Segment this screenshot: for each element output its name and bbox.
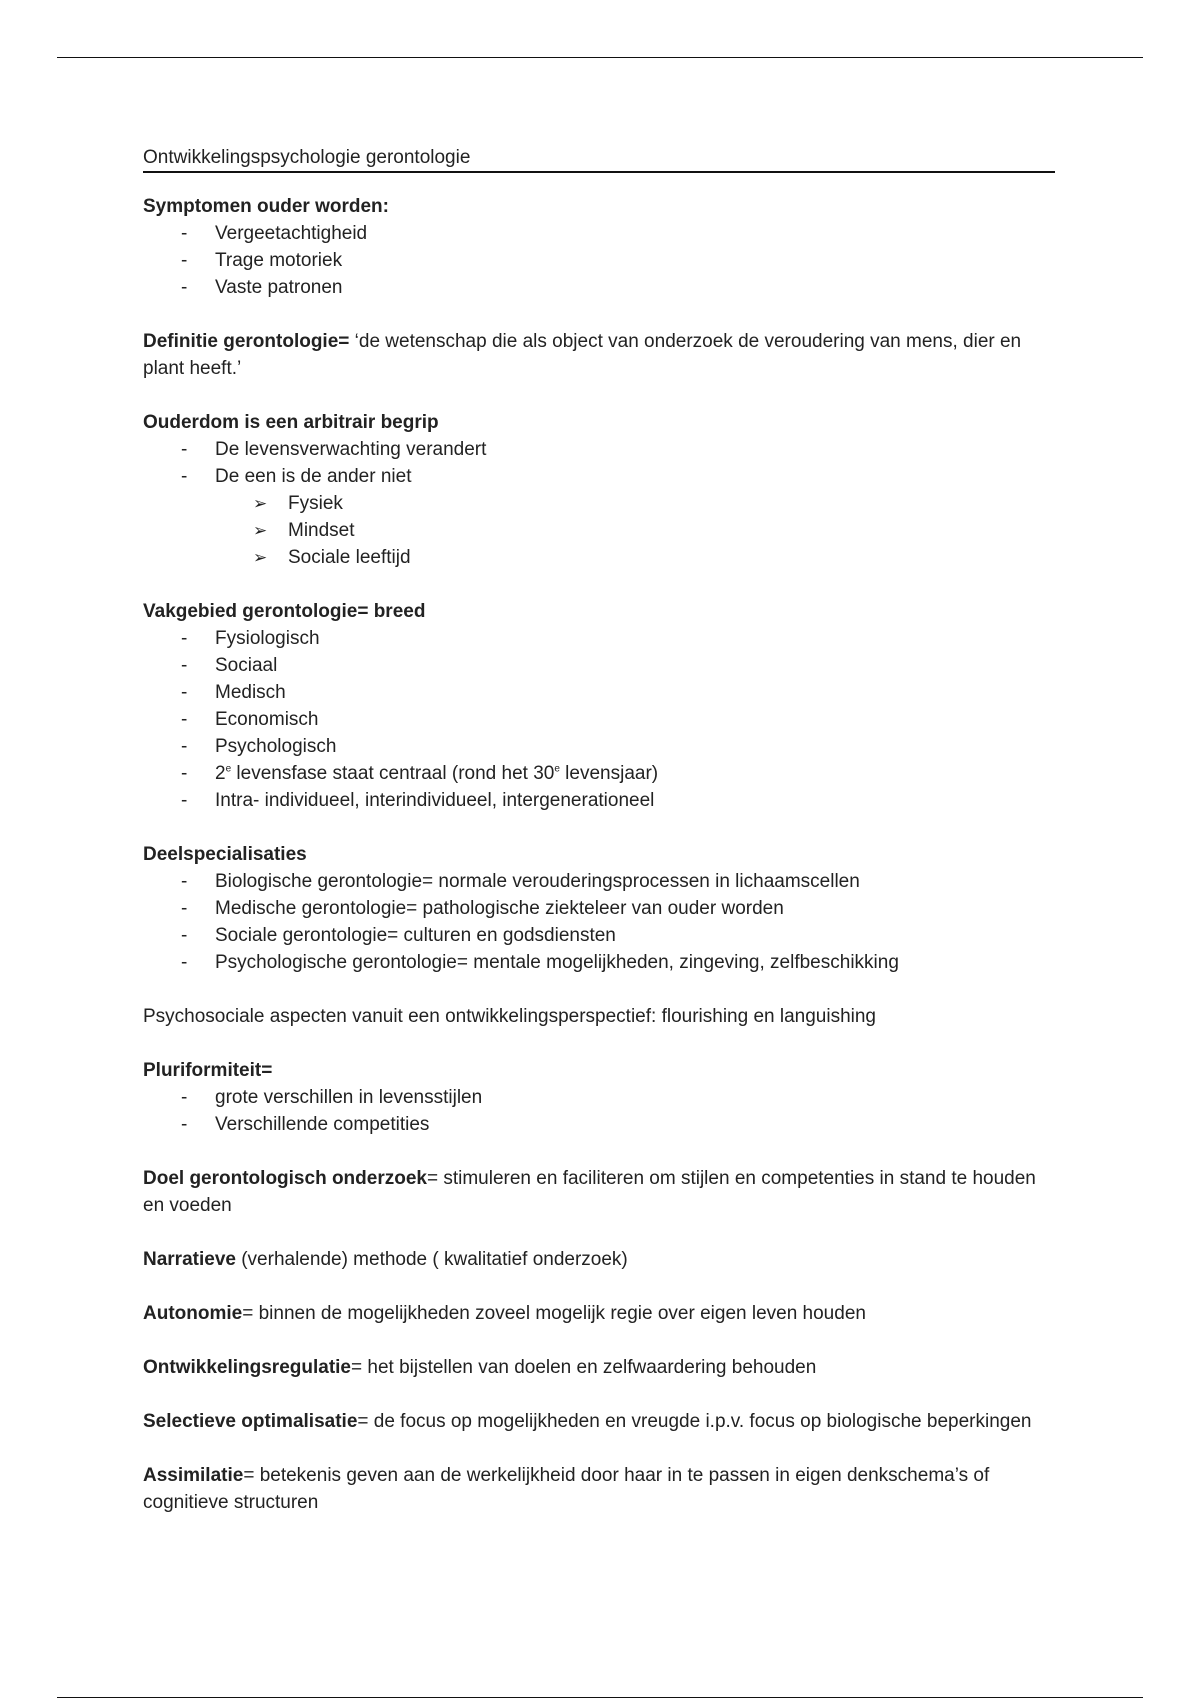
section-autonomie (143, 1300, 1055, 1327)
dash-bullet: - (181, 925, 188, 946)
dash-bullet: - (181, 871, 188, 892)
vakgebied-list (143, 625, 1055, 814)
list-item: - Trage motoriek (143, 247, 1055, 274)
section-vakgebied (143, 598, 1055, 814)
bottom-page-rule (57, 1697, 1143, 1698)
section-assimilatie (143, 1462, 1055, 1516)
sub-list-item: ➢ Mindset (143, 517, 1055, 544)
pluriformiteit-heading: Pluriformiteit= (143, 1060, 273, 1081)
section-narratieve (143, 1246, 1055, 1273)
list-item: - 2e levensfase staat centraal (rond het 30e levensjaar) (143, 760, 1055, 787)
ontwikkelingsregulatie-term: Ontwikkelingsregulatie (143, 1357, 351, 1378)
dash-bullet: - (181, 682, 188, 703)
autonomie-term: Autonomie (143, 1303, 243, 1324)
section-ontwikkelingsregulatie (143, 1354, 1055, 1381)
symptomen-list (143, 220, 1055, 301)
list-item: - Vergeetachtigheid (143, 220, 1055, 247)
list-item: - Vaste patronen (143, 274, 1055, 301)
ouderdom-heading: Ouderdom is een arbitrair begrip (143, 412, 439, 433)
deelspecialisaties-heading: Deelspecialisaties (143, 844, 307, 865)
arrow-bullet-icon: ➢ (253, 548, 268, 567)
selectieve-term: Selectieve optimalisatie (143, 1411, 358, 1432)
list-item: - Psychologische gerontologie= mentale mogelijkheden, zingeving, zelfbeschikking (143, 949, 1055, 976)
dash-bullet: - (181, 952, 188, 973)
narratieve-term: Narratieve (143, 1249, 236, 1270)
sub-list-item: ➢ Sociale leeftijd (143, 544, 1055, 571)
list-item: - De een is de ander niet (143, 463, 1055, 490)
dash-bullet: - (181, 763, 188, 784)
doel-text: = stimuleren en faciliteren om stijlen en competenties in stand te houden en voeden (143, 1168, 1036, 1216)
dash-bullet: - (181, 277, 188, 298)
list-item: - Medische gerontologie= pathologische ziekteleer van ouder worden (143, 895, 1055, 922)
list-item: - Sociale gerontologie= culturen en godsdiensten (143, 922, 1055, 949)
dash-bullet: - (181, 655, 188, 676)
dash-bullet: - (181, 790, 188, 811)
section-symptomen (143, 193, 1055, 301)
dash-bullet: - (181, 898, 188, 919)
section-doel (143, 1165, 1055, 1219)
assimilatie-term: Assimilatie (143, 1465, 244, 1486)
list-item: - Psychologisch (143, 733, 1055, 760)
section-ouderdom (143, 409, 1055, 571)
section-pluriformiteit (143, 1057, 1055, 1138)
dash-bullet: - (181, 466, 188, 487)
dash-bullet: - (181, 628, 188, 649)
document-body (143, 146, 1055, 1516)
narratieve-text: (verhalende) methode ( kwalitatief onderzoek) (235, 1249, 628, 1270)
list-item: - Sociaal (143, 652, 1055, 679)
definitie-term: Definitie gerontologie= (143, 331, 350, 352)
pluriformiteit-list (143, 1084, 1055, 1138)
list-item: - grote verschillen in levensstijlen (143, 1084, 1055, 1111)
dash-bullet: - (181, 709, 188, 730)
selectieve-text: = de focus op mogelijkheden en vreugde i.p.v. focus op biologische beperkingen (357, 1411, 1032, 1432)
sub-list-item: ➢ Fysiek (143, 490, 1055, 517)
ouderdom-list (143, 436, 1055, 571)
list-item: - Economisch (143, 706, 1055, 733)
dash-bullet: - (181, 1114, 188, 1135)
definitie-text: ‘de wetenschap die als object van onderzoek de veroudering van mens, dier en plant heeft.’ (143, 331, 1022, 379)
dash-bullet: - (181, 1087, 188, 1108)
list-item: - De levensverwachting verandert (143, 436, 1055, 463)
top-page-rule (57, 57, 1143, 58)
section-selectieve-optimalisatie (143, 1408, 1055, 1435)
list-item: - Intra- individueel, interindividueel, intergenerationeel (143, 787, 1055, 814)
list-item: - Biologische gerontologie= normale verouderingsprocessen in lichaamscellen (143, 868, 1055, 895)
dash-bullet: - (181, 439, 188, 460)
dash-bullet: - (181, 736, 188, 757)
symptomen-heading: Symptomen ouder worden: (143, 196, 389, 217)
assimilatie-text: = betekenis geven aan de werkelijkheid door haar in te passen in eigen denkschema’s of cognitieve structuren (143, 1465, 990, 1513)
arrow-bullet-icon: ➢ (253, 494, 268, 513)
dash-bullet: - (181, 223, 188, 244)
section-definitie (143, 328, 1055, 382)
autonomie-text: = binnen de mogelijkheden zoveel mogelijk regie over eigen leven houden (242, 1303, 866, 1324)
arrow-bullet-icon: ➢ (253, 521, 268, 540)
ontwikkelingsregulatie-text: = het bijstellen van doelen en zelfwaardering behouden (351, 1357, 817, 1378)
list-item: - Fysiologisch (143, 625, 1055, 652)
dash-bullet: - (181, 250, 188, 271)
deelspecialisaties-list (143, 868, 1055, 976)
psychosociaal-paragraph: Psychosociale aspecten vanuit een ontwikkelingsperspectief: flourishing en languishing (143, 1006, 877, 1027)
document-title: Ontwikkelingspsychologie gerontologie (143, 146, 1055, 173)
section-deelspecialisaties (143, 841, 1055, 976)
list-item: - Medisch (143, 679, 1055, 706)
vakgebied-heading: Vakgebied gerontologie= breed (143, 601, 426, 622)
list-item: - Verschillende competities (143, 1111, 1055, 1138)
doel-term: Doel gerontologisch onderzoek (143, 1168, 427, 1189)
